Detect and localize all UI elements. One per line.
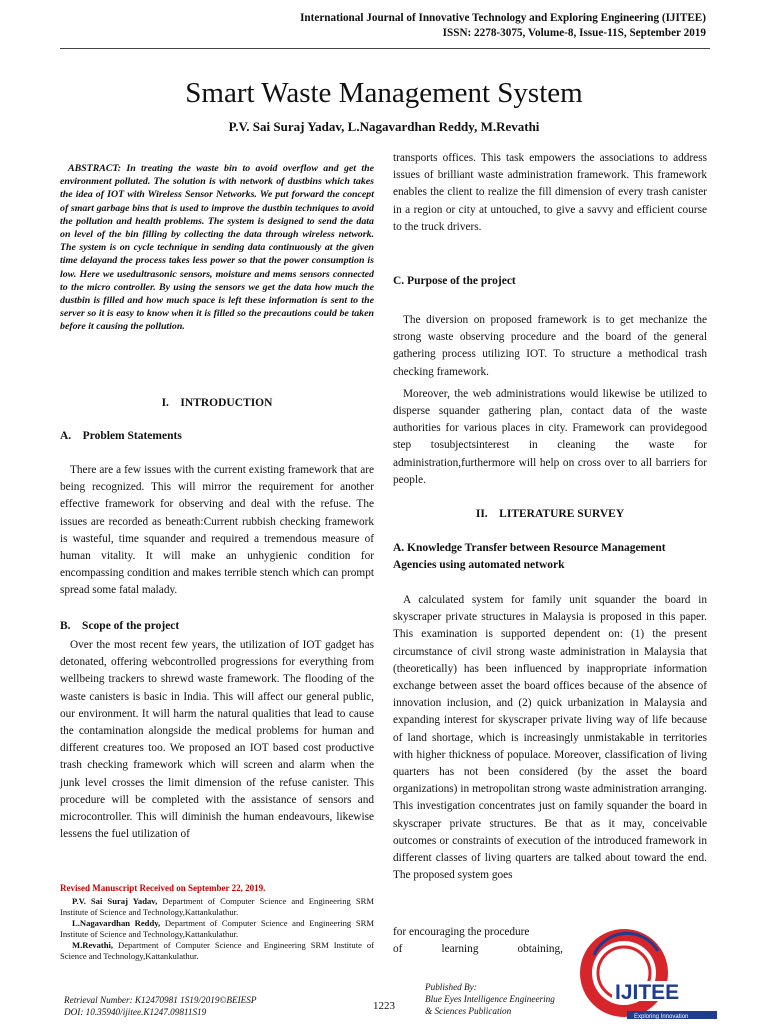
author-list: P.V. Sai Suraj Yadav, L.Nagavardhan Reddy, M.Revathi bbox=[228, 119, 540, 134]
abstract-text: ABSTRACT: In treating the waste bin to avoid overflow and get the environment polluted. The solution is with network of dustbins which takes the idea of IOT with Wireless Sensor Networks. We put forward the concept of smart garbage bins that is used to improve the dustbin techniques to avoid the pollution and health problems. The system is designed to send the data on level of the bin filling by collecting the data through wireless network. The system is on cycle technique in sending data continuously at the given time delayand the process takes less power so that the power consumption is low. Here we usedultrasonic sensors, moisture and mems sensors connected to the micro controller. By using the sensors we get the data how much the dustbin is filled and how much space is left these information is sent to the server so it is easy to know when it is filled so the precautions could be taken before it causing the pollution. bbox=[60, 163, 374, 333]
tail-word: of bbox=[393, 943, 403, 955]
doi: DOI: 10.35940/ijitee.K1247.09811S19 bbox=[64, 1007, 207, 1017]
tail-word: learning bbox=[441, 943, 479, 955]
right-column-continuation bbox=[393, 150, 707, 236]
affiliation-text: Department of Computer Science and Engineering SRM Institute of Science and Technology,Kattankulathur. bbox=[60, 918, 374, 939]
ijitee-logo bbox=[572, 925, 720, 1021]
subsection-heading-problem: A. Problem Statements bbox=[60, 430, 182, 442]
affiliation-2 bbox=[60, 918, 374, 940]
section-heading-literature-survey: II. LITERATURE SURVEY bbox=[475, 508, 625, 520]
tail-line-1: for encouraging the procedure bbox=[393, 926, 530, 938]
paragraph: There are a few issues with the current existing framework that are being recognized. This will mirror the requirement for another effective framework for observing and deal with the refuse. The issues are recorded as beneath:Current rubbish checking framework is wasteful, time squander and required a tremendous measure of human vitality. It will make an unhygienic condition for encompassing condition and makes terrible stench which can prompt spread some fatal malady. bbox=[60, 464, 374, 597]
affiliation-name: P.V. Sai Suraj Yadav, bbox=[72, 896, 158, 906]
publisher-line-1: Blue Eyes Intelligence Engineering bbox=[425, 994, 555, 1004]
page-number: 1223 bbox=[373, 1000, 395, 1012]
retrieval-number: Retrieval Number: K12470981 1S19/2019©BEIESP bbox=[64, 995, 257, 1005]
paragraph: Moreover, the web administrations would likewise be utilized to disperse squander gathering plan, contact data of the waste authorities for various places in city. Framework can providegood step tosubjectsinterest in cleaning the waste for administration,furthermore will help on cross over to all barriers for people. bbox=[393, 387, 707, 486]
paragraph: The diversion on proposed framework is to get mechanize the strong waste observing procedure and the board of the general gathering process utilizing IOT. To structure a methodical trash checking framework. bbox=[393, 314, 707, 378]
knowledge-transfer-text bbox=[393, 592, 707, 884]
paragraph: transports offices. This task empowers the associations to address issues of brilliant waste administration framework. This framework enables the client to realize the fill dimension of every trash canister in a region or city at untouched, to give a savvy and efficient course to the truck drivers. bbox=[393, 152, 707, 233]
subsection-heading-knowledge-transfer: A. Knowledge Transfer between Resource Management Agencies using automated network bbox=[393, 542, 666, 572]
abstract bbox=[60, 162, 374, 334]
subsection-heading-scope: B. Scope of the project bbox=[60, 620, 180, 632]
logo-tagline: Exploring Innovation bbox=[634, 1014, 689, 1020]
header-rule bbox=[60, 48, 710, 49]
published-by: Published By: bbox=[425, 982, 477, 992]
paragraph: Over the most recent few years, the utilization of IOT gadget has detonated, offering webcontrolled progressions for everything from wellbeing trackers to shrewd waste framework. The flooding of the waste canisters is basic in India. This will affect our general public, our environment. It will harm the natural qualities that lead to cause the contamination alongside the medical problems for human and different creatures too. We proposed an IOT based cost productive trash checking framework which will screen and alarm when the junk level crosses the limit dimension of the refuse canister. This procedure will be completed with the assistance of sensors and microcontroller. This will diminish the human endeavours, likewise lessens the fuel utilization of bbox=[60, 639, 374, 841]
issn-header: ISSN: 2278-3075, Volume-8, Issue-11S, September 2019 bbox=[442, 27, 706, 39]
affiliation-name: M.Revathi, bbox=[72, 940, 114, 950]
revised-manuscript-note: Revised Manuscript Received on September 22, 2019. bbox=[60, 883, 266, 893]
section-heading-introduction: I. INTRODUCTION bbox=[161, 397, 273, 409]
paragraph: A calculated system for family unit squander the board in skyscraper private structures in Malaysia is proposed in this paper. This examination is supported dependent on: (1) the present circumstance of civil strong waste administration in Malaysia that (theoretically) has been influenced by inappropriate information exchange between asset the board offices because of the absence of innovation inclusion, and (2) quick urbanization in Malaysia and expanding interest for skyscraper private living way of life because of land shortage, which is increasingly unmistakable in territories with higher thickness of populace. Moreover, classification of living quarters has not been considered (by the asset the board organizations) in metropolitan strong waste administration arranging. This investigation concentrates just on family squander the board in skyscraper private structures. Be that as it may, conceivable outcomes or constraints of execution of the introduced framework in different classes of living quarters are talked about toward the end. The proposed system goes bbox=[393, 594, 707, 882]
tail-line-2 bbox=[393, 941, 563, 958]
affiliation-text: Department of Computer Science and Engineering SRM Institute of Science and Technology,Kattankulathur. bbox=[60, 896, 374, 917]
journal-header: International Journal of Innovative Technology and Exploring Engineering (IJITEE) bbox=[300, 12, 706, 24]
scope-text bbox=[60, 637, 374, 843]
ijitee-logo-graphic bbox=[572, 925, 720, 1021]
logo-wordmark: IJITEE bbox=[615, 981, 680, 1004]
affiliation-text: Department of Computer Science and Engineering SRM Institute of Science and Technology,Kattankulathur. bbox=[60, 940, 374, 961]
affiliation-name: L.Nagavardhan Reddy, bbox=[72, 918, 161, 928]
paper-title: Smart Waste Management System bbox=[185, 77, 583, 109]
publisher-line-2: & Sciences Publication bbox=[425, 1006, 512, 1016]
affiliation-1 bbox=[60, 896, 374, 918]
subsection-heading-purpose: C. Purpose of the project bbox=[393, 275, 516, 287]
tail-word: obtaining, bbox=[517, 943, 563, 955]
purpose-text bbox=[393, 312, 707, 489]
problem-statements-text bbox=[60, 462, 374, 600]
affiliation-3 bbox=[60, 940, 374, 962]
